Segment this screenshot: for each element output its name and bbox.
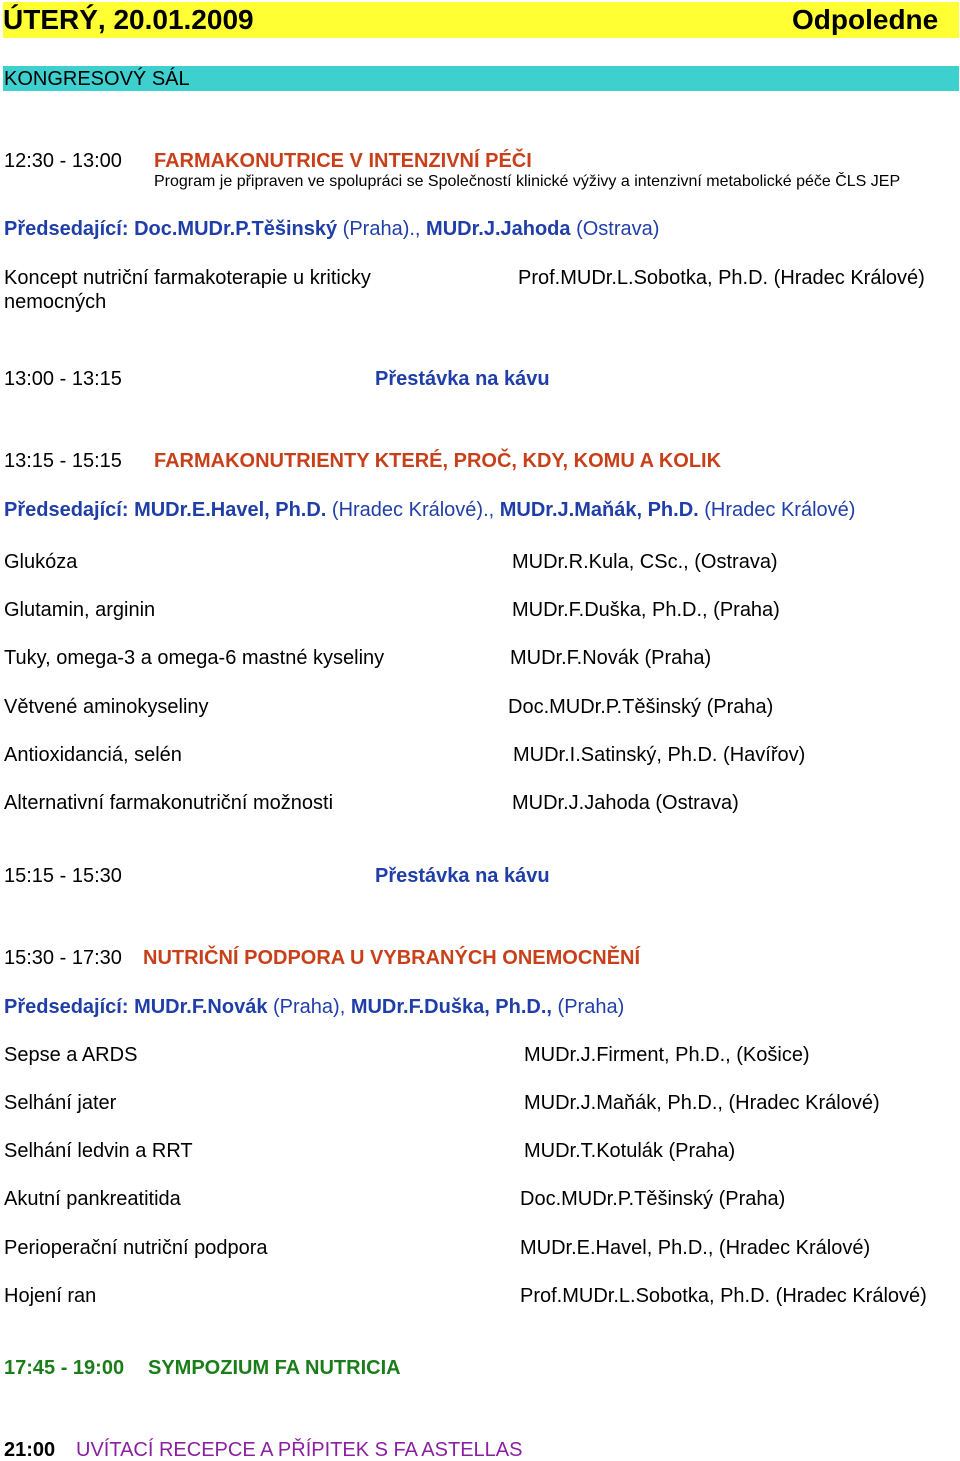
block2-talk-speaker: MUDr.F.Novák (Praha) <box>510 647 712 669</box>
chair1-place: (Praha), <box>267 996 346 1018</box>
block2-talk-title: Tuky, omega-3 a omega-6 mastné kyseliny <box>4 647 385 669</box>
block3-talk-title: Hojení ran <box>4 1285 97 1307</box>
break2-time: 15:15 - 15:30 <box>4 865 122 887</box>
block3-chairs <box>4 997 624 1017</box>
block3-talk-speaker: MUDr.J.Firment, Ph.D., (Košice) <box>524 1044 810 1066</box>
break1-time: 13:00 - 13:15 <box>4 368 122 390</box>
block2-talk-speaker: Doc.MUDr.P.Těšinský (Praha) <box>508 696 774 718</box>
block3-talk-title: Selhání jater <box>4 1092 117 1114</box>
block2-talk-speaker: MUDr.R.Kula, CSc., (Ostrava) <box>512 551 778 573</box>
symposium-title: SYMPOZIUM FA NUTRICIA <box>148 1357 401 1379</box>
chair-label: Předsedající: <box>4 218 129 240</box>
block1-note: Program je připraven ve spolupráci se Společností klinické výživy a intenzivní metabolické péče ČLS JEP <box>154 173 901 190</box>
part-of-day: Odpoledne <box>792 4 939 35</box>
block2-talk-speaker: MUDr.F.Duška, Ph.D., (Praha) <box>512 599 780 621</box>
block1-talk-title-1: Koncept nutriční farmakoterapie u kriticky <box>4 267 371 289</box>
chair1-name: MUDr.E.Havel, Ph.D. <box>128 499 327 521</box>
chair2-name: MUDr.F.Duška, Ph.D., <box>345 996 552 1018</box>
block1-talk-speaker: Prof.MUDr.L.Sobotka, Ph.D. (Hradec Králové) <box>518 267 925 289</box>
block3-talk-speaker: MUDr.J.Maňák, Ph.D., (Hradec Králové) <box>524 1092 880 1114</box>
block2-title: FARMAKONUTRIENTY KTERÉ, PROČ, KDY, KOMU A KOLIK <box>154 450 722 472</box>
chair1-place: (Praha)., <box>337 218 421 240</box>
block2-talk-speaker: MUDr.J.Jahoda (Ostrava) <box>512 792 739 814</box>
chair-label: Předsedající: <box>4 996 129 1018</box>
chair2-place: (Praha) <box>551 996 625 1018</box>
reception-time: 21:00 <box>4 1439 56 1461</box>
block3-time: 15:30 - 17:30 <box>4 947 122 969</box>
block2-chairs <box>4 500 855 520</box>
block1-talk-title-2: nemocných <box>4 291 107 313</box>
chair1-place: (Hradec Králové)., <box>326 499 495 521</box>
chair2-place: (Ostrava) <box>570 218 660 240</box>
chair2-place: (Hradec Králové) <box>698 499 856 521</box>
chair2-name: MUDr.J.Maňák, Ph.D. <box>494 499 699 521</box>
block2-talk-title: Alternativní farmakonutriční možnosti <box>4 792 334 814</box>
block3-talk-title: Selhání ledvin a RRT <box>4 1140 193 1162</box>
block1-time: 12:30 - 13:00 <box>4 150 122 172</box>
hall-name: KONGRESOVÝ SÁL <box>4 68 190 90</box>
block3-talk-speaker: MUDr.E.Havel, Ph.D., (Hradec Králové) <box>520 1237 871 1259</box>
chair-label: Předsedající: <box>4 499 129 521</box>
break1-label: Přestávka na kávu <box>375 368 550 390</box>
block3-talk-title: Akutní pankreatitida <box>4 1188 181 1210</box>
date-heading: ÚTERÝ, 20.01.2009 <box>3 4 254 35</box>
reception-title: UVÍTACÍ RECEPCE A PŘÍPITEK S FA ASTELLAS <box>76 1439 523 1461</box>
block2-talk-title: Glukóza <box>4 551 78 573</box>
block3-talk-speaker: Doc.MUDr.P.Těšinský (Praha) <box>520 1188 786 1210</box>
chair2-name: MUDr.J.Jahoda <box>420 218 571 240</box>
block3-talk-speaker: Prof.MUDr.L.Sobotka, Ph.D. (Hradec Králové) <box>520 1285 927 1307</box>
block3-talk-title: Sepse a ARDS <box>4 1044 138 1066</box>
block3-talk-title: Perioperační nutriční podpora <box>4 1237 268 1259</box>
chair1-name: MUDr.F.Novák <box>128 996 268 1018</box>
break2-label: Přestávka na kávu <box>375 865 550 887</box>
block2-talk-title: Antioxidanciá, selén <box>4 744 182 766</box>
block1-chairs <box>4 219 659 239</box>
chair1-name: Doc.MUDr.P.Těšinský <box>134 218 338 240</box>
block3-talk-speaker: MUDr.T.Kotulák (Praha) <box>524 1140 736 1162</box>
block1-title: FARMAKONUTRICE V INTENZIVNÍ PÉČI <box>154 150 532 172</box>
symposium-time: 17:45 - 19:00 <box>4 1357 125 1379</box>
block2-time: 13:15 - 15:15 <box>4 450 122 472</box>
block2-talk-title: Glutamin, arginin <box>4 599 156 621</box>
block2-talk-title: Větvené aminokyseliny <box>4 696 209 718</box>
block3-title: NUTRIČNÍ PODPORA U VYBRANÝCH ONEMOCNĚNÍ <box>143 947 641 969</box>
block2-talk-speaker: MUDr.I.Satinský, Ph.D. (Havířov) <box>513 744 806 766</box>
